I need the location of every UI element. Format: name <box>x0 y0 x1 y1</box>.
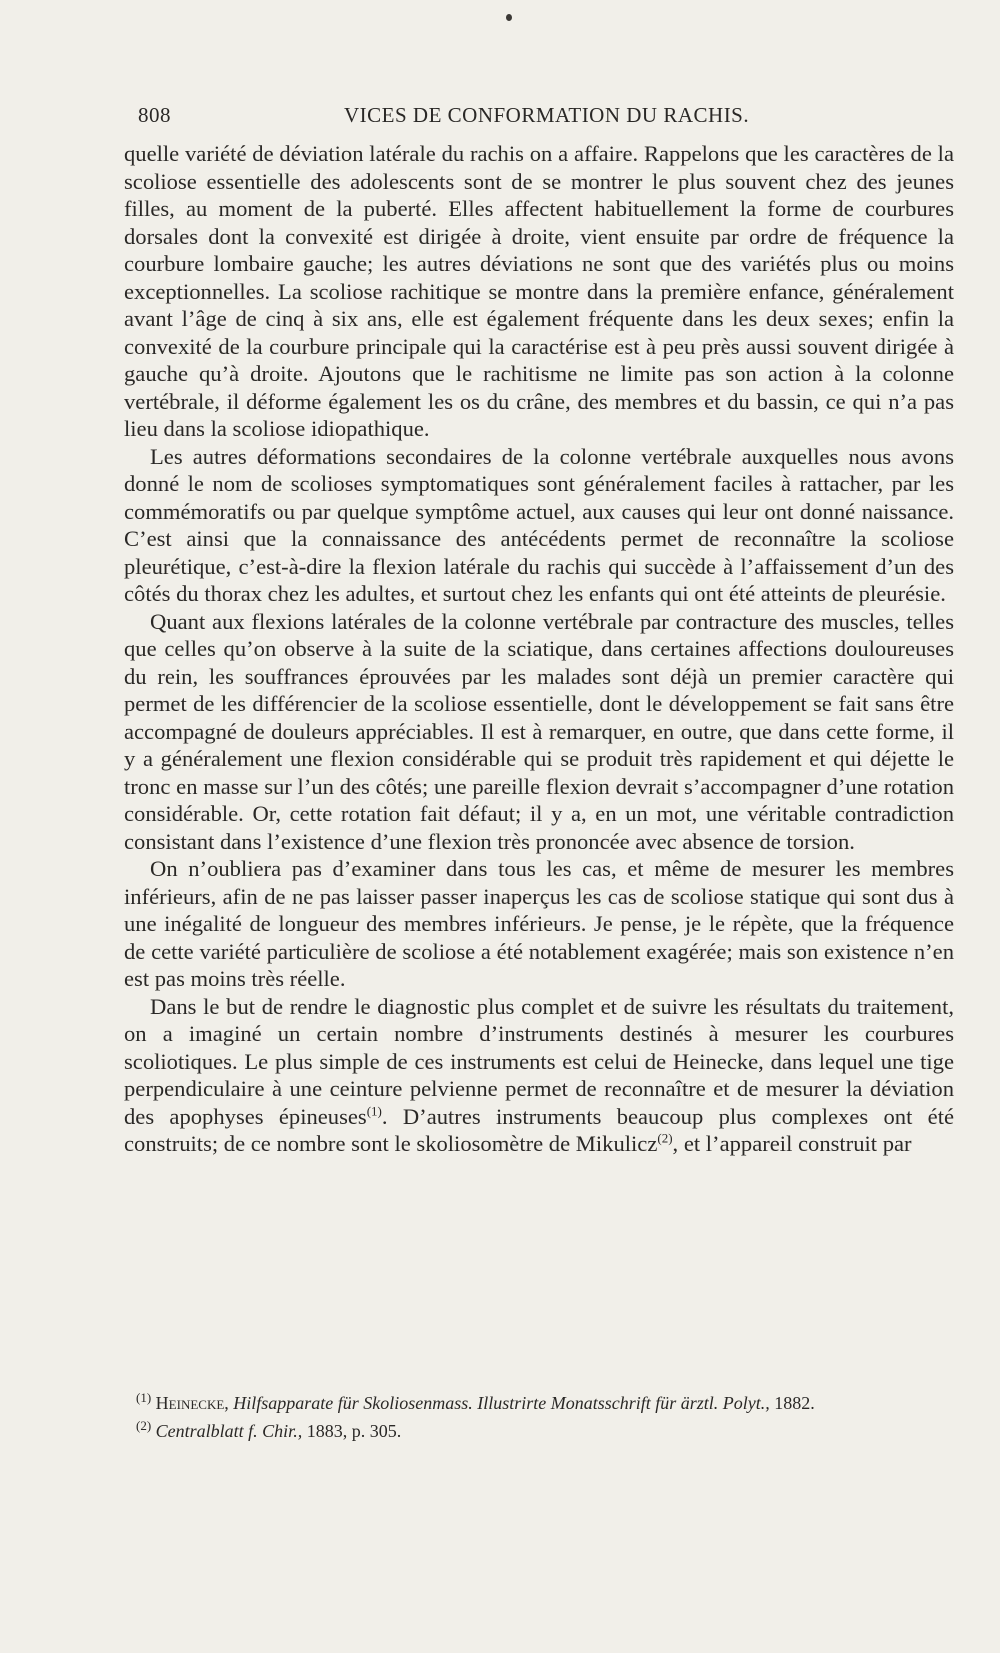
paragraph-continuation: quelle variété de déviation latérale du rachis on a affaire. Rappelons que les caractères de la scoliose essentielle des adolescents sont de se montrer le plus souvent chez des jeunes filles, au moment de la puberté. Elles affectent habituellement la forme de courbures dorsales dont la convexité est dirigée à droite, vient ensuite par ordre de fréquence la courbure lombaire gauche; les autres déviations ne sont que des variétés plus ou moins exceptionnelles. La scoliose rachitique se montre dans la première enfance, généralement avant l’âge de cinq à six ans, elle est également fréquente dans les deux sexes; enfin la convexité de la courbure principale qui la caractérise est à peu près aussi souvent dirigée à gauche qu’à droite. Ajoutons que le rachitisme ne limite pas son action à la colonne vertébrale, il déforme également les os du crâne, des membres et du bassin, ce qui n’a pas lieu dans la scoliose idiopathique. <box>124 141 954 441</box>
body-text <box>124 140 954 1158</box>
footnote <box>124 1420 954 1442</box>
paragraph-text: . D’autres instruments beaucoup plus complexes ont été construits; de ce nombre sont le skoliosomètre de Mikulicz <box>124 1103 954 1156</box>
paragraph-text: Dans le but de rendre le diagnostic plus complet et de suivre les résultats du traitement, on a imaginé un certain nombre d’instruments destinés à mesurer les courbures scoliotiques. Le plus simple de ces instruments est celui de Heinecke, dans lequel une tige perpendiculaire à une ceinture pelvienne permet de reconnaître et de mesurer la déviation des apophyses épineuses <box>124 993 954 1129</box>
footnote-mark: (2) <box>136 1418 152 1433</box>
ink-speck <box>506 14 512 21</box>
page-number: 808 <box>138 103 171 127</box>
footnote-reference: 1883, p. 305. <box>306 1421 402 1441</box>
paragraph-text: , et l’appareil construit par <box>672 1131 912 1156</box>
paragraph-instruments <box>124 993 954 1158</box>
footnote-title: Hilfsapparate für Skoliosenmass. Illustrirte Monatsschrift für ärztl. Polyt., <box>233 1393 770 1413</box>
paragraph-symptomatic-scoliosis: Les autres déformations secondaires de la colonne vertébrale auxquelles nous avons donné le nom de scolioses symptomatiques sont généralement faciles à rattacher, par les commémoratifs ou par quelque symptôme actuel, aux causes qui leur ont donné naissance. C’est ainsi que la connaissance des antécédents permet de reconnaître la scoliose pleurétique, c’est-à-dire la flexion latérale du rachis qui succède à l’affaissement d’un des côtés du thorax chez les adultes, et surtout chez les enfants qui ont été atteints de pleurésie. <box>124 443 954 606</box>
running-title: VICES DE CONFORMATION DU RACHIS. <box>344 103 750 127</box>
running-head <box>138 103 838 133</box>
footnote <box>124 1392 954 1414</box>
paragraph-muscle-contracture: Quant aux flexions latérales de la colonne vertébrale par contracture des muscles, telles que celles qu’on observe à la suite de la sciatique, dans certaines affections douloureuses du rein, les souffrances éprouvées par les malades sont déjà un premier caractère qui permet de les différencier de la scoliose essentielle, dont le développement se fait sans être accompagné de douleurs appréciables. Il est à remarquer, en outre, que dans cette forme, il y a généralement une flexion considérable qui se produit très rapidement et qui déjette le tronc en masse sur l’un des côtés; une pareille flexion devrait s’accompagner d’une rotation considérable. Or, cette rotation fait défaut; il y a, en un mot, une véritable contradiction consistant dans l’existence d’une flexion très prononcée avec absence de torsion. <box>124 608 954 854</box>
footnote-ref: (2) <box>657 1130 673 1146</box>
footnote-ref: (1) <box>366 1102 382 1118</box>
paragraph-static-scoliosis: On n’oubliera pas d’examiner dans tous les cas, et même de mesurer les membres inférieurs, afin de ne pas laisser passer inaperçus les cas de scoliose statique qui sont dus à une inégalité de longueur des membres inférieurs. Je pense, je le répète, que la fréquence de cette variété particulière de scoliose a été notablement exagérée; mais son existence n’en est pas moins très réelle. <box>124 856 954 991</box>
footnote-mark: (1) <box>136 1390 152 1405</box>
footnote-author: Heinecke, <box>155 1393 229 1413</box>
footnotes <box>124 1392 954 1442</box>
footnote-year: 1882. <box>774 1393 815 1413</box>
footnote-journal: Centralblatt f. Chir., <box>155 1421 303 1441</box>
